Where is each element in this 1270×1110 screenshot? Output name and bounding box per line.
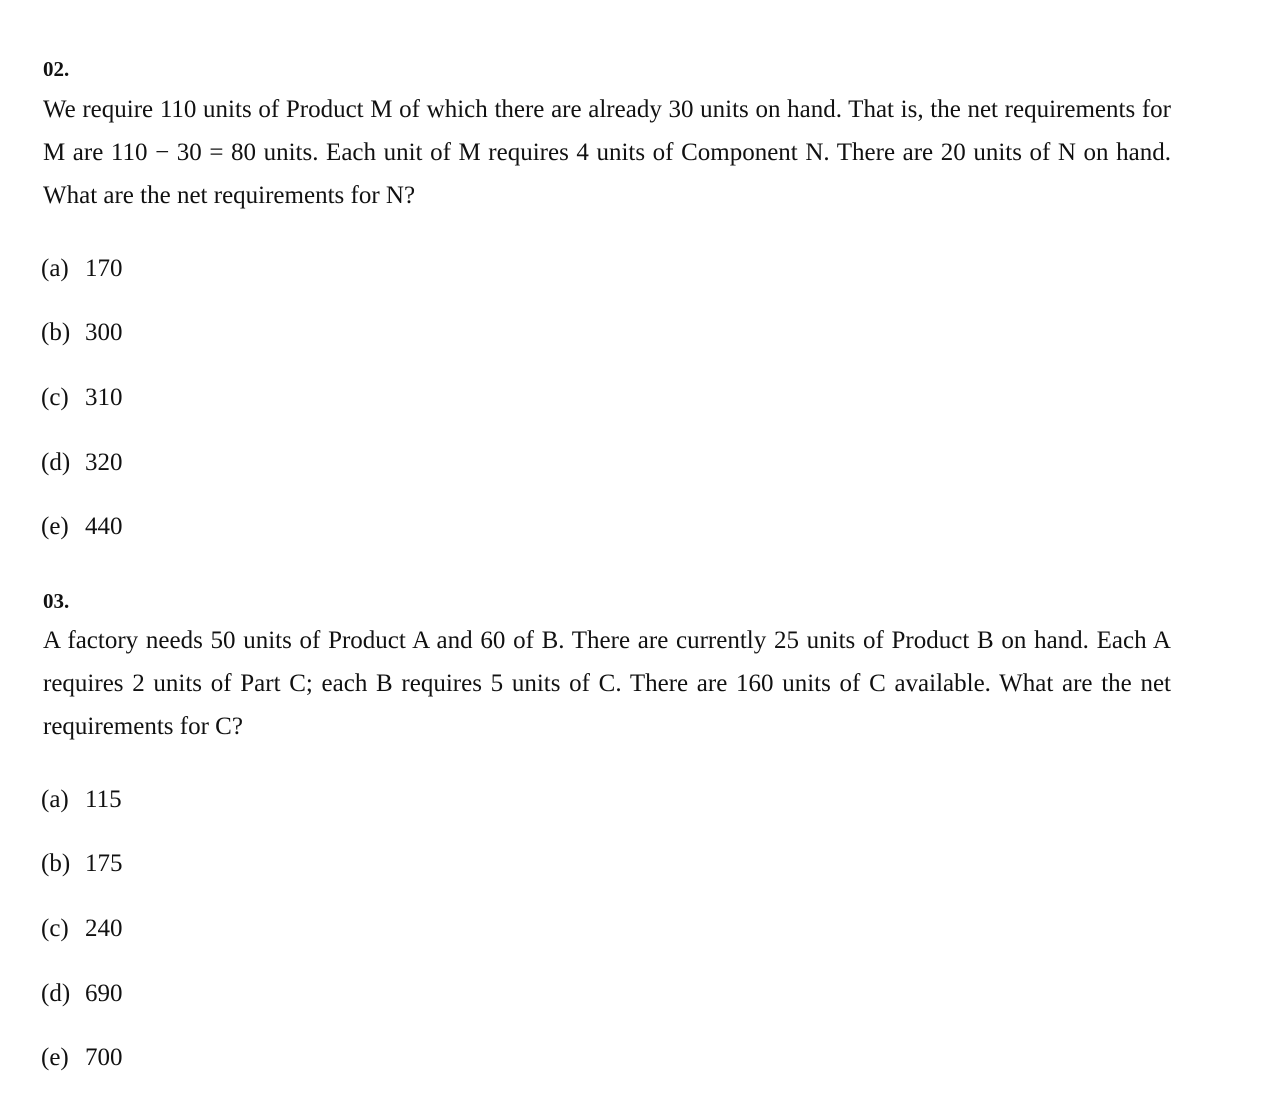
option-value: 310 [85, 384, 123, 411]
option-label: (e) [41, 1044, 69, 1071]
question-number: 03. [43, 589, 70, 613]
option-label: (c) [41, 915, 69, 942]
option-value: 700 [85, 1044, 123, 1071]
option-value: 300 [85, 319, 123, 346]
option-value: 320 [85, 449, 123, 476]
answer-option-a[interactable] [41, 785, 122, 815]
question-text: We require 110 units of Product M of which there are already 30 units on hand. That is, the net requirements for M are 110 − 30 = 80 units. Each unit of M requires 4 units of Component N. There are 20 units of N on hand. What are the net requirements for N? [43, 96, 1171, 209]
option-label: (d) [41, 980, 71, 1007]
option-value: 115 [85, 786, 122, 813]
option-label: (e) [41, 513, 69, 540]
answer-option-b[interactable] [41, 849, 123, 879]
option-label: (a) [41, 255, 69, 282]
answer-option-d[interactable] [41, 448, 123, 478]
option-value: 175 [85, 850, 123, 877]
answer-option-a[interactable] [41, 254, 123, 284]
answer-option-e[interactable] [41, 512, 123, 542]
answer-option-b[interactable] [41, 318, 123, 348]
answer-option-e[interactable] [41, 1043, 123, 1073]
question-number: 02. [43, 57, 70, 81]
option-label: (d) [41, 449, 71, 476]
option-value: 240 [85, 915, 123, 942]
question-text: A factory needs 50 units of Product A and 60 of B. There are currently 25 units of Product B on hand. Each A requires 2 units of Part C; each B requires 5 units of C. There are 160 units of C available. What are the net requirements for C? [43, 627, 1171, 740]
option-label: (a) [41, 786, 69, 813]
option-label: (b) [41, 319, 71, 346]
answer-option-d[interactable] [41, 979, 123, 1009]
option-value: 690 [85, 980, 123, 1007]
option-label: (b) [41, 850, 71, 877]
answer-option-c[interactable] [41, 914, 123, 944]
answer-option-c[interactable] [41, 383, 123, 413]
option-value: 170 [85, 255, 123, 282]
option-label: (c) [41, 384, 69, 411]
option-value: 440 [85, 513, 123, 540]
